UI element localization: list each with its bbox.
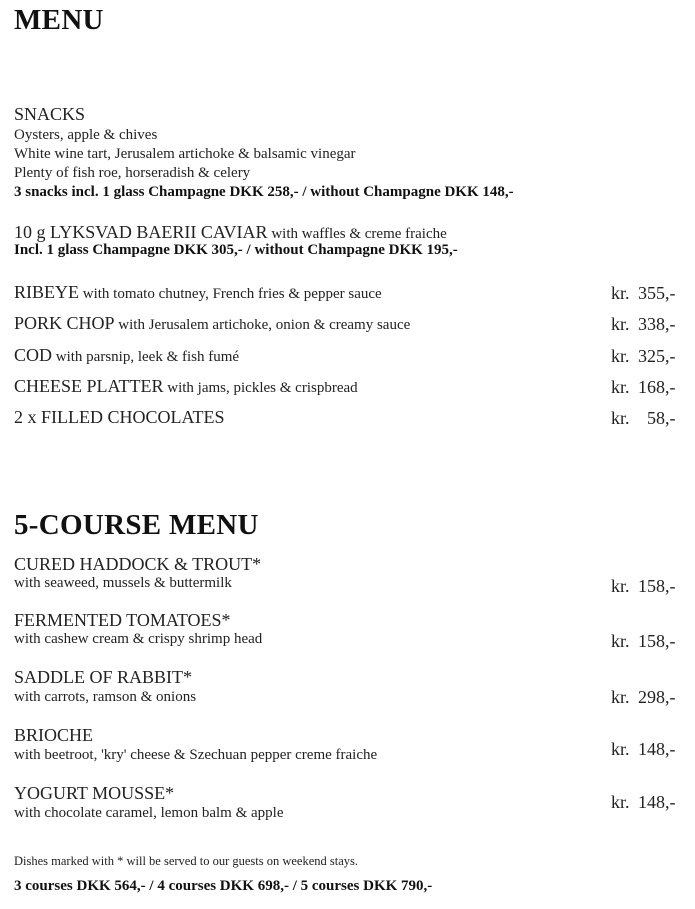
snack-item: Plenty of fish roe, horseradish & celery: [14, 165, 251, 181]
course-name: FERMENTED TOMATOES*: [14, 610, 231, 630]
price-currency: kr.: [611, 408, 630, 428]
item-name: PORK CHOP: [14, 313, 115, 333]
price-currency: kr.: [611, 792, 630, 812]
course-price: [611, 576, 676, 597]
course-desc: with beetroot, 'kry' cheese & Szechuan pepper creme fraiche: [14, 747, 378, 763]
course-menu-title: 5-COURSE MENU: [14, 509, 259, 541]
price-value: 355,-: [638, 283, 676, 303]
price-currency: kr.: [611, 283, 630, 303]
course-price: [611, 739, 676, 760]
item-price: [611, 377, 676, 398]
price-value: 148,-: [638, 739, 676, 759]
course-pricing: 3 courses DKK 564,- / 4 courses DKK 698,- / 5 courses DKK 790,-: [14, 878, 433, 894]
course-name: SADDLE OF RABBIT*: [14, 667, 193, 687]
course-name: CURED HADDOCK & TROUT*: [14, 554, 262, 574]
price-currency: kr.: [611, 576, 630, 596]
item-price: [611, 408, 676, 429]
item-desc: with jams, pickles & crispbread: [163, 380, 358, 396]
price-currency: kr.: [611, 739, 630, 759]
price-value: 158,-: [638, 576, 676, 596]
price-value: 338,-: [638, 314, 676, 334]
page-title: MENU: [14, 4, 104, 36]
course-name: BRIOCHE: [14, 725, 94, 745]
price-currency: kr.: [611, 314, 630, 334]
item-price: [611, 283, 676, 304]
menu-item-filled-chocolates: [14, 407, 225, 428]
price-value: 148,-: [638, 792, 676, 812]
price-value: 298,-: [638, 687, 676, 707]
course-desc: with seaweed, mussels & buttermilk: [14, 575, 232, 591]
item-name: 2 x FILLED CHOCOLATES: [14, 407, 225, 427]
caviar-desc: with waffles & creme fraiche: [267, 226, 447, 242]
item-name: RIBEYE: [14, 282, 79, 302]
weekend-stay-note: Dishes marked with * will be served to our guests on weekend stays.: [14, 854, 359, 868]
item-name: COD: [14, 345, 53, 365]
caviar-offer: Incl. 1 glass Champagne DKK 305,- / without Champagne DKK 195,-: [14, 242, 458, 258]
item-price: [611, 314, 676, 335]
menu-item-cod: [14, 345, 239, 366]
menu-item-ribeye: [14, 282, 382, 303]
price-currency: kr.: [611, 346, 630, 366]
price-currency: kr.: [611, 377, 630, 397]
menu-item-pork-chop: [14, 313, 410, 334]
course-price: [611, 792, 676, 813]
price-currency: kr.: [611, 687, 630, 707]
item-desc: with Jerusalem artichoke, onion & creamy sauce: [114, 317, 411, 333]
price-value: 325,-: [638, 346, 676, 366]
menu-item-cheese-platter: [14, 376, 358, 397]
price-value: 158,-: [638, 631, 676, 651]
course-desc: with chocolate caramel, lemon balm & apple: [14, 805, 284, 821]
item-desc: with parsnip, leek & fish fumé: [52, 349, 240, 365]
course-price: [611, 687, 676, 708]
caviar-item: [14, 222, 447, 243]
caviar-name: 10 g LYKSVAD BAERII CAVIAR: [14, 222, 268, 242]
course-desc: with carrots, ramson & onions: [14, 689, 197, 705]
snacks-heading: SNACKS: [14, 104, 86, 124]
item-desc: with tomato chutney, French fries & pepper sauce: [79, 286, 382, 302]
course-name: YOGURT MOUSSE*: [14, 783, 175, 803]
course-price: [611, 631, 676, 652]
price-currency: kr.: [611, 631, 630, 651]
course-desc: with cashew cream & crispy shrimp head: [14, 631, 263, 647]
snack-item: White wine tart, Jerusalem artichoke & balsamic vinegar: [14, 146, 356, 162]
snacks-offer: 3 snacks incl. 1 glass Champagne DKK 258,- / without Champagne DKK 148,-: [14, 184, 514, 200]
price-value: 58,-: [647, 408, 676, 428]
price-value: 168,-: [638, 377, 676, 397]
snack-item: Oysters, apple & chives: [14, 127, 158, 143]
item-name: CHEESE PLATTER: [14, 376, 164, 396]
item-price: [611, 346, 676, 367]
